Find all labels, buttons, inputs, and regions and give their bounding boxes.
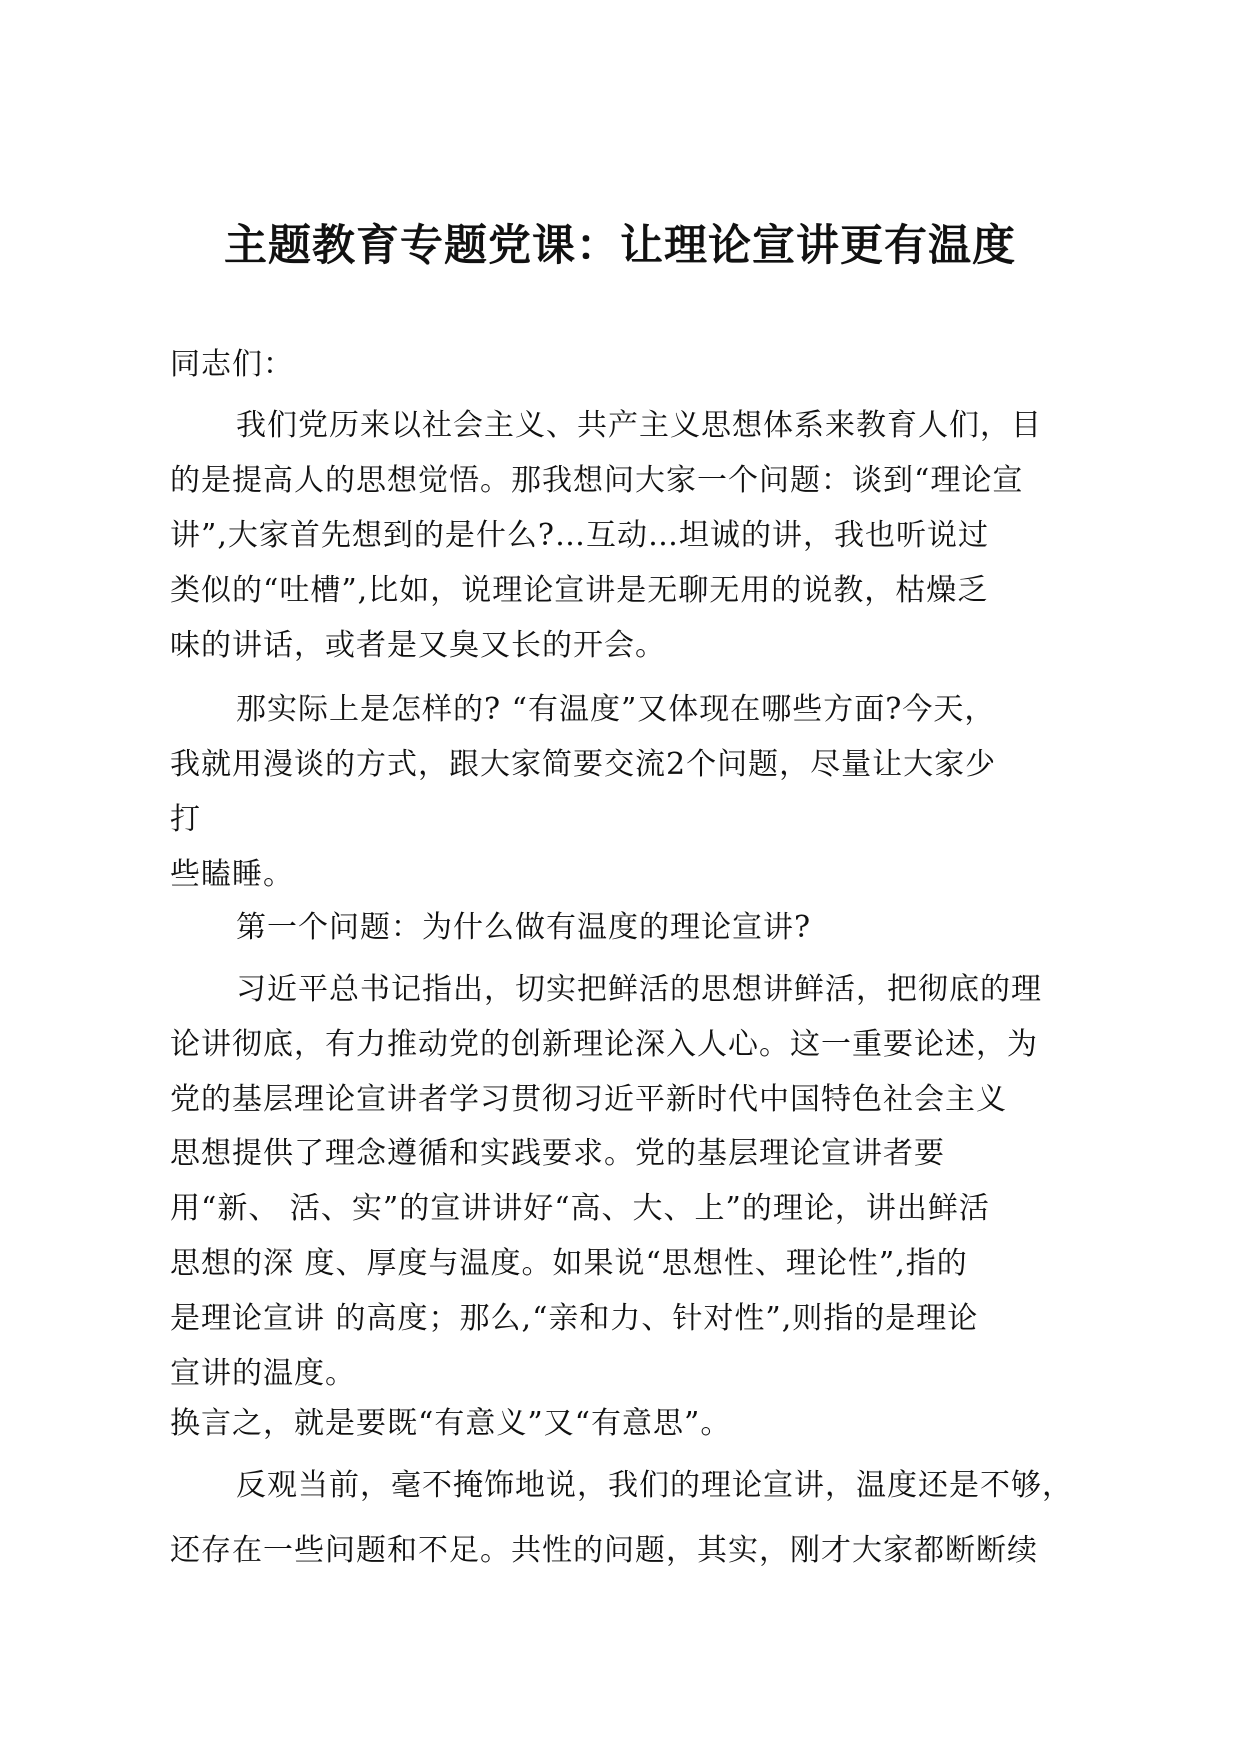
paragraph-line: 论讲彻底，有力推动党的创新理论深入人心。这一重要论述，为 xyxy=(170,1027,1038,1062)
paragraph-line: 些瞌睡。 xyxy=(170,857,294,892)
paragraph-line: 的是提高人的思想觉悟。那我想问大家一个问题：谈到“理论宣 xyxy=(170,463,1024,498)
paragraph-line: 思想的深 度、厚度与温度。如果说“思想性、理论性”,指的 xyxy=(170,1246,968,1281)
paragraph-line: 打 xyxy=(170,802,201,837)
salutation-line: 同志们： xyxy=(170,347,294,382)
paragraph-line: 换言之，就是要既“有意义”又“有意思”。 xyxy=(170,1406,732,1441)
paragraph-line: 我们党历来以社会主义、共产主义思想体系来教育人们，目 xyxy=(236,408,1042,443)
paragraph-line: 还存在一些问题和不足。共性的问题，其实，刚才大家都断断续 xyxy=(170,1533,1038,1568)
paragraph-line: 是理论宣讲 的高度；那么,“亲和力、针对性”,则指的是理论 xyxy=(170,1301,979,1336)
paragraph-line: 类似的“吐槽”,比如，说理论宣讲是无聊无用的说教，枯燥乏 xyxy=(170,573,989,608)
paragraph-line: 反观当前，毫不掩饰地说，我们的理论宣讲，温度还是不够， xyxy=(236,1468,1073,1503)
paragraph-line: 习近平总书记指出，切实把鲜活的思想讲鲜活，把彻底的理 xyxy=(236,972,1042,1007)
paragraph-line: 党的基层理论宣讲者学习贯彻习近平新时代中国特色社会主义 xyxy=(170,1082,1007,1117)
paragraph-line: 宣讲的温度。 xyxy=(170,1356,356,1391)
paragraph-line: 味的讲话，或者是又臭又长的开会。 xyxy=(170,628,666,663)
paragraph-line: 那实际上是怎样的? “有温度”又体现在哪些方面?今天， xyxy=(236,692,996,727)
document-title: 主题教育专题党课：让理论宣讲更有温度 xyxy=(224,221,1016,271)
paragraph-line: 我就用漫谈的方式，跟大家简要交流2个问题，尽量让大家少 xyxy=(170,747,997,782)
paragraph-line: 讲”,大家首先想到的是什么?…互动…坦诚的讲，我也听说过 xyxy=(170,518,989,553)
paragraph-line: 用“新、 活、实”的宣讲讲好“高、大、上”的理论，讲出鲜活 xyxy=(170,1191,990,1226)
section-heading: 第一个问题：为什么做有温度的理论宣讲? xyxy=(236,910,812,945)
paragraph-line: 思想提供了理念遵循和实践要求。党的基层理论宣讲者要 xyxy=(170,1136,945,1171)
